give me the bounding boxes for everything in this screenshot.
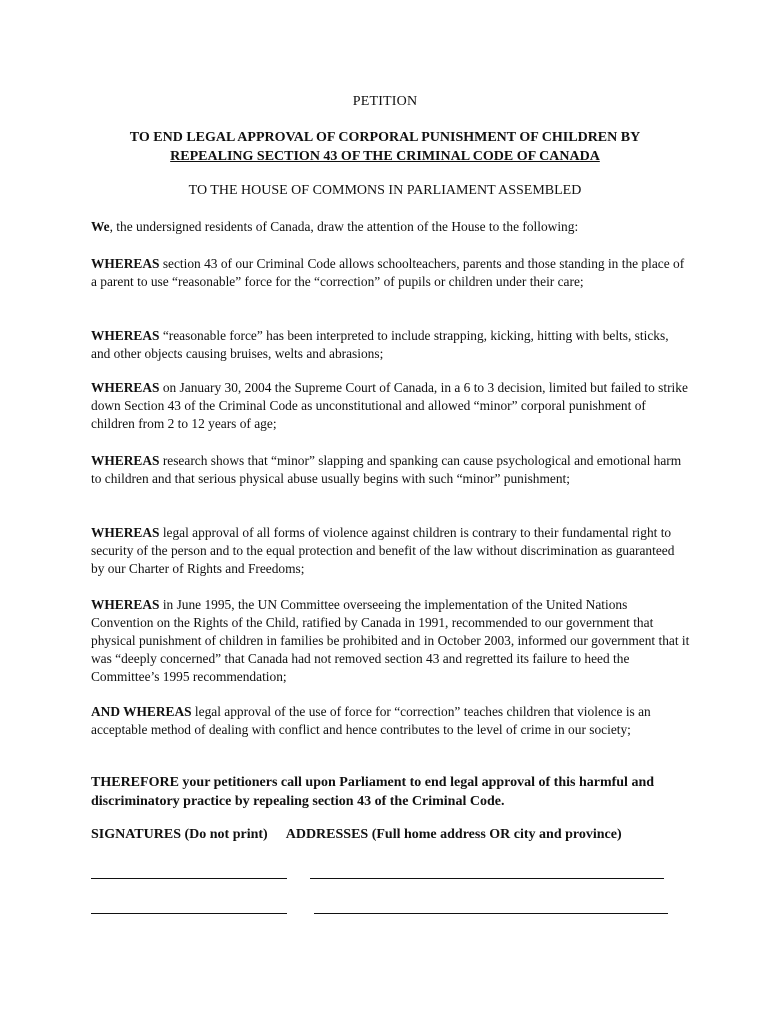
whereas-lead: WHEREAS — [91, 597, 160, 612]
whereas-text: on January 30, 2004 the Supreme Court of Canada, in a 6 to 3 decision, limited but failed to strike down Section 43 of the Criminal Code as unconstitutional and allowed “minor” corporal punishment of children from 2 to 12 years of age; — [91, 380, 688, 431]
whereas-paragraph-1 — [91, 255, 691, 291]
intro-text: , the undersigned residents of Canada, draw the attention of the House to the following: — [109, 219, 579, 234]
whereas-paragraph-6 — [91, 596, 691, 686]
and-whereas-paragraph — [91, 703, 691, 739]
addresses-header: ADDRESSES (Full home address OR city and province) — [285, 827, 622, 842]
whereas-lead: WHEREAS — [91, 256, 160, 271]
whereas-text: in June 1995, the UN Committee overseeing the implementation of the United Nations Convention on the Rights of the Child, ratified by Canada in 1991, recommended to our government that physical punishment of children in families be prohibited and in October 2003, informed our government that it was “deeply concerned” that Canada had not removed section 43 and regretted its failure to heed the Committee’s 1995 recommendation; — [91, 597, 690, 684]
whereas-lead: AND WHEREAS — [91, 704, 192, 719]
whereas-text: legal approval of the use of force for “correction” teaches children that violence is an acceptable method of dealing with conflict and hence contributes to the level of crime in our society; — [91, 704, 651, 737]
whereas-text: research shows that “minor” slapping and spanking can cause psychological and emotional harm to children and that serious physical abuse usually begins with such “minor” punishment; — [91, 453, 682, 486]
whereas-text: “reasonable force” has been interpreted to include strapping, kicking, hitting with belts, sticks, and other objects causing bruises, welts and abrasions; — [91, 328, 669, 361]
therefore-paragraph: THEREFORE your petitioners call upon Parliament to end legal approval of this harmful and discriminatory practice by repealing section 43 of the Criminal Code. — [91, 775, 655, 809]
intro-paragraph — [91, 218, 691, 236]
subtitle-line-2: REPEALING SECTION 43 OF THE CRIMINAL CODE OF CANADA — [170, 149, 600, 164]
whereas-lead: WHEREAS — [91, 453, 160, 468]
address-line-2[interactable] — [314, 913, 668, 914]
signature-line-1[interactable] — [91, 878, 287, 879]
whereas-text: legal approval of all forms of violence against children is contrary to their fundamental right to security of the person and to the equal protection and benefit of the law without discrimination as guaranteed by our Charter of Rights and Freedoms; — [91, 525, 675, 576]
subtitle-line-1: TO END LEGAL APPROVAL OF CORPORAL PUNISHMENT OF CHILDREN BY — [129, 130, 641, 145]
address-line-1[interactable] — [310, 878, 664, 879]
intro-lead: We — [91, 219, 110, 234]
whereas-lead: WHEREAS — [91, 328, 160, 343]
whereas-paragraph-5 — [91, 524, 691, 578]
whereas-lead: WHEREAS — [91, 525, 160, 540]
whereas-paragraph-2 — [91, 327, 691, 363]
whereas-paragraph-4 — [91, 452, 691, 488]
petition-subtitle — [60, 128, 710, 166]
petition-title: PETITION — [352, 94, 418, 109]
whereas-paragraph-3 — [91, 379, 691, 433]
signature-table-headers — [91, 827, 731, 843]
signatures-header: SIGNATURES (Do not print) — [91, 827, 268, 842]
signature-line-2[interactable] — [91, 913, 287, 914]
whereas-lead: WHEREAS — [91, 380, 160, 395]
whereas-text: section 43 of our Criminal Code allows schoolteachers, parents and those standing in the place of a parent to use “reasonable” force for the “correction” of pupils or children under their care; — [91, 256, 685, 289]
addressee-line: TO THE HOUSE OF COMMONS IN PARLIAMENT ASSEMBLED — [188, 183, 582, 198]
